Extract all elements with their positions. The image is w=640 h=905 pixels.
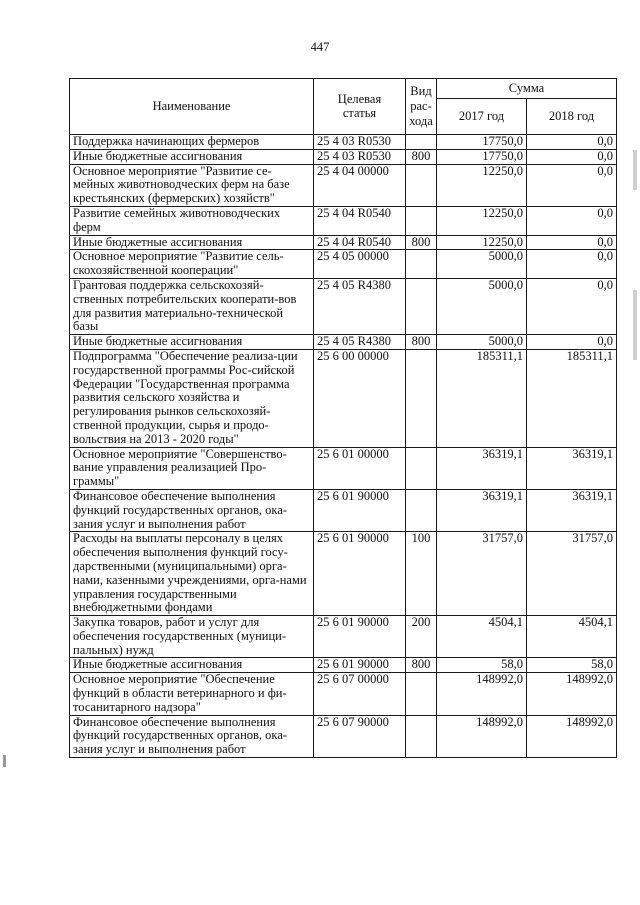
table-row — [70, 235, 617, 250]
row-sum-2017: 5000,0 — [437, 250, 527, 279]
row-vid — [406, 489, 437, 531]
row-vid — [406, 164, 437, 206]
row-sum-2017: 148992,0 — [437, 715, 527, 757]
row-sum-2017: 4504,1 — [437, 616, 527, 658]
row-vid: 800 — [406, 235, 437, 250]
row-sum-2018: 4504,1 — [527, 616, 617, 658]
header-year-2018: 2018 год — [527, 99, 617, 135]
row-sum-2018: 58,0 — [527, 658, 617, 673]
row-name: Иные бюджетные ассигнования — [70, 149, 314, 164]
row-vid: 800 — [406, 658, 437, 673]
row-sum-2017: 36319,1 — [437, 489, 527, 531]
row-vid: 100 — [406, 532, 437, 616]
table-row — [70, 616, 617, 658]
row-sum-2017: 185311,1 — [437, 349, 527, 447]
row-sum-2017: 148992,0 — [437, 673, 527, 715]
row-code: 25 4 05 R4380 — [314, 335, 406, 350]
row-vid — [406, 206, 437, 235]
table-row — [70, 278, 617, 334]
row-sum-2018: 36319,1 — [527, 489, 617, 531]
table-row — [70, 250, 617, 279]
row-sum-2017: 58,0 — [437, 658, 527, 673]
row-vid — [406, 250, 437, 279]
row-name: Основное мероприятие "Обеспечение функций в области ветеринарного и фи-тосанитарного надзора" — [70, 673, 314, 715]
row-sum-2017: 12250,0 — [437, 206, 527, 235]
row-name: Расходы на выплаты персоналу в целях обеспечения выполнения функций госу-дарственными (муниципальными) орга-нами, казенными учреждениями, орга-нами управления государственными внебюджетными фондами — [70, 532, 314, 616]
row-sum-2017: 12250,0 — [437, 235, 527, 250]
row-vid — [406, 278, 437, 334]
row-sum-2018: 31757,0 — [527, 532, 617, 616]
row-vid — [406, 349, 437, 447]
row-sum-2018: 0,0 — [527, 278, 617, 334]
row-sum-2018: 0,0 — [527, 335, 617, 350]
row-code: 25 6 00 00000 — [314, 349, 406, 447]
row-vid — [406, 715, 437, 757]
row-name: Закупка товаров, работ и услуг для обеспечения государственных (муници-пальных) нужд — [70, 616, 314, 658]
table-row — [70, 489, 617, 531]
row-code: 25 4 05 00000 — [314, 250, 406, 279]
row-code: 25 6 07 90000 — [314, 715, 406, 757]
row-name: Финансовое обеспечение выполнения функций государственных органов, ока-зания услуг и выполнения работ — [70, 489, 314, 531]
row-code: 25 6 01 90000 — [314, 532, 406, 616]
row-name: Финансовое обеспечение выполнения функций государственных органов, ока-зания услуг и выполнения работ — [70, 715, 314, 757]
header-sum: Сумма — [437, 79, 617, 99]
page-number: 447 — [310, 40, 330, 54]
row-name: Иные бюджетные ассигнования — [70, 235, 314, 250]
table-row — [70, 715, 617, 757]
budget-table — [69, 78, 617, 758]
table-row — [70, 673, 617, 715]
table-row — [70, 206, 617, 235]
row-vid: 200 — [406, 616, 437, 658]
row-code: 25 4 03 R0530 — [314, 135, 406, 150]
row-sum-2018: 0,0 — [527, 235, 617, 250]
header-name: Наименование — [70, 79, 314, 135]
row-sum-2017: 17750,0 — [437, 135, 527, 150]
row-sum-2017: 36319,1 — [437, 447, 527, 489]
table-body — [70, 135, 617, 758]
row-code: 25 6 07 00000 — [314, 673, 406, 715]
row-sum-2018: 0,0 — [527, 206, 617, 235]
scan-edge-mark — [633, 290, 637, 360]
row-code: 25 4 03 R0530 — [314, 149, 406, 164]
row-name: Поддержка начинающих фермеров — [70, 135, 314, 150]
row-code: 25 6 01 90000 — [314, 489, 406, 531]
row-name: Грантовая поддержка сельскохозяй-ственных потребительских кооперати-вов для развития материально-технической базы — [70, 278, 314, 334]
row-sum-2018: 148992,0 — [527, 673, 617, 715]
row-code: 25 6 01 90000 — [314, 616, 406, 658]
table-row — [70, 135, 617, 150]
table-row — [70, 532, 617, 616]
row-code: 25 6 01 90000 — [314, 658, 406, 673]
row-name: Подпрограмма "Обеспечение реализа-ции государственной программы Рос-сийской Федерации "Государственная программа развития сельского хозяйства и регулирования рынков сельскохозяй-ственной продукции, сырья и продо-вольствия на 2013 - 2020 годы" — [70, 349, 314, 447]
row-vid: 800 — [406, 149, 437, 164]
scan-edge-mark — [633, 150, 637, 190]
row-sum-2018: 0,0 — [527, 164, 617, 206]
row-sum-2017: 5000,0 — [437, 335, 527, 350]
row-code: 25 4 04 R0540 — [314, 206, 406, 235]
row-sum-2017: 31757,0 — [437, 532, 527, 616]
row-sum-2018: 0,0 — [527, 250, 617, 279]
table-row — [70, 658, 617, 673]
row-sum-2018: 0,0 — [527, 135, 617, 150]
row-code: 25 4 05 R4380 — [314, 278, 406, 334]
row-vid — [406, 447, 437, 489]
row-sum-2017: 5000,0 — [437, 278, 527, 334]
table-row — [70, 349, 617, 447]
header-code: Целевая статья — [314, 79, 406, 135]
header-vid: Вид рас-хода — [406, 79, 437, 135]
row-name: Основное мероприятие "Развитие се-мейных животноводческих ферм на базе крестьянских (фермерских) хозяйств" — [70, 164, 314, 206]
row-sum-2017: 17750,0 — [437, 149, 527, 164]
row-code: 25 6 01 00000 — [314, 447, 406, 489]
row-sum-2018: 0,0 — [527, 149, 617, 164]
scan-edge-mark — [3, 755, 6, 767]
row-sum-2017: 12250,0 — [437, 164, 527, 206]
row-code: 25 4 04 00000 — [314, 164, 406, 206]
table-row — [70, 149, 617, 164]
row-name: Основное мероприятие "Совершенство-вание управления реализацией Про-граммы" — [70, 447, 314, 489]
row-vid: 800 — [406, 335, 437, 350]
row-code: 25 4 04 R0540 — [314, 235, 406, 250]
row-sum-2018: 36319,1 — [527, 447, 617, 489]
row-sum-2018: 148992,0 — [527, 715, 617, 757]
row-sum-2018: 185311,1 — [527, 349, 617, 447]
row-name: Основное мероприятие "Развитие сель-скохозяйственной кооперации" — [70, 250, 314, 279]
row-name: Иные бюджетные ассигнования — [70, 335, 314, 350]
table-row — [70, 335, 617, 350]
row-name: Развитие семейных животноводческих ферм — [70, 206, 314, 235]
row-name: Иные бюджетные ассигнования — [70, 658, 314, 673]
header-year-2017: 2017 год — [437, 99, 527, 135]
table-row — [70, 164, 617, 206]
table-row — [70, 447, 617, 489]
row-vid — [406, 673, 437, 715]
row-vid — [406, 135, 437, 150]
